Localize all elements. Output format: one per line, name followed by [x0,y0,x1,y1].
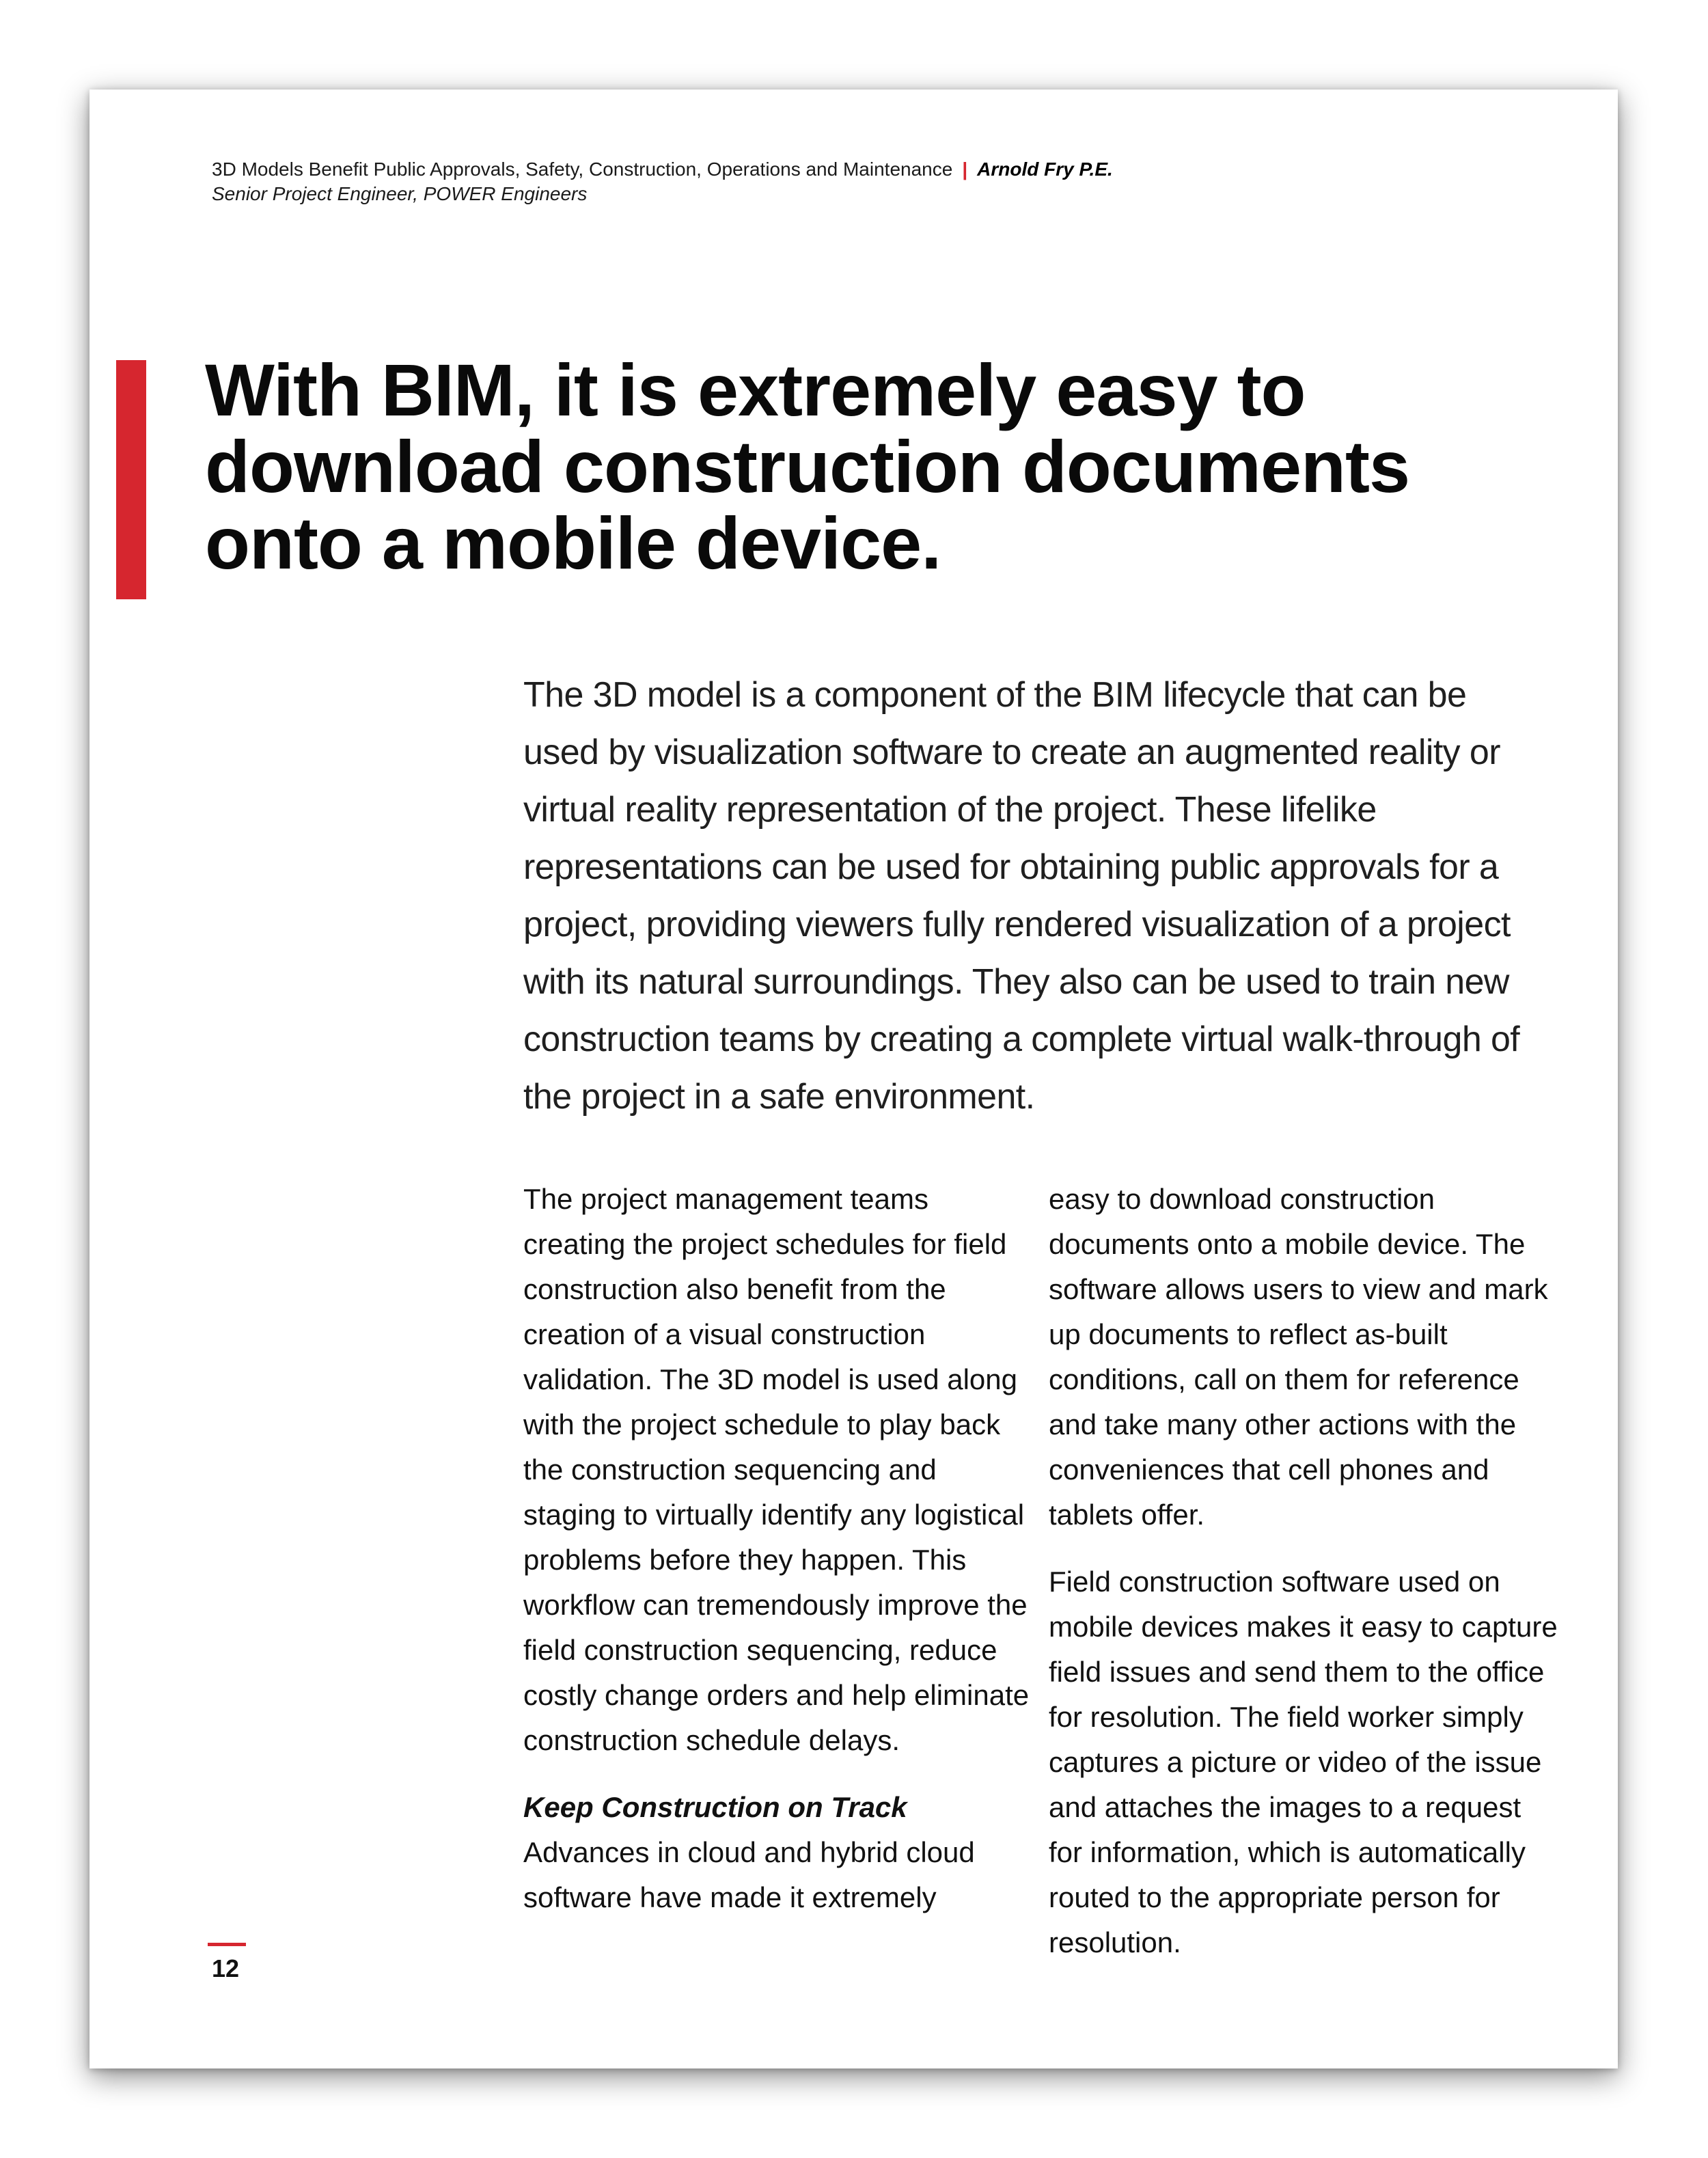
body-column-right [1049,1177,1558,1965]
pull-quote-accent-bar [116,360,146,599]
header-author-role: Senior Project Engineer, POWER Engineers [212,183,588,204]
lead-paragraph: The 3D model is a component of the BIM lifecycle that can be used by visualization software to create an augmented reality or virtual reality representation of the project. These lifelike representations can be used for obtaining public approvals for a project, providing viewers fully rendered visualization of a project with its natural surroundings. They also can be used to train new construction teams by creating a complete virtual walk-through of the project in a safe environment. [523,675,1520,1117]
header-separator: | [962,159,968,180]
pull-quote: With BIM, it is extremely easy to download construction documents onto a mobile device. [205,349,1410,584]
body-paragraph-with-subheading [523,1785,1032,1920]
body-paragraph-text: Advances in cloud and hybrid cloud software have made it extremely [523,1836,975,1913]
body-paragraph: Field construction software used on mobile devices makes it easy to capture field issues and send them to the office for resolution. The field worker simply captures a picture or video of the issue and attaches the images to a request for information, which is automatically routed to the appropriate person for resolution. [1049,1566,1558,1958]
page-number: 12 [212,1954,240,1982]
body-paragraph: easy to download construction documents onto a mobile device. The software allows users to view and mark up documents to reflect as-built conditions, call on them for reference and take many other actions with the conveniences that cell phones and tablets offer. [1049,1183,1548,1531]
body-paragraph: The project management teams creating the project schedules for field construction also benefit from the creation of a visual construction validation. The 3D model is used along with the project schedule to play back the construction sequencing and staging to virtually identify any logistical problems before they happen. This workflow can tremendously improve the field construction sequencing, reduce costly change orders and help eliminate construction schedule delays. [523,1183,1030,1756]
running-header [212,159,1113,180]
section-subheading: Keep Construction on Track [523,1791,907,1823]
page-number-rule [208,1943,246,1946]
body-column-left [523,1177,1032,1920]
running-header-title: 3D Models Benefit Public Approvals, Safety, Construction, Operations and Maintenance [212,159,953,180]
header-author: Arnold Fry P.E. [977,159,1113,180]
